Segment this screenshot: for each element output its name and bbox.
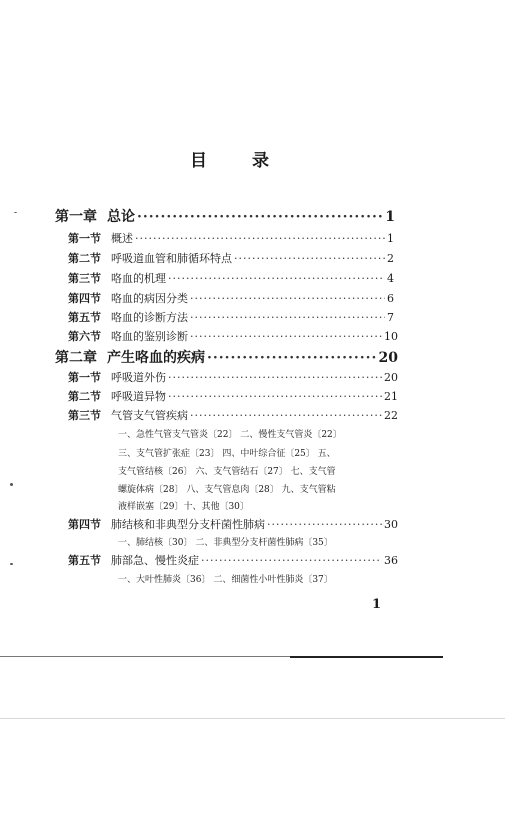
section-label: 第一节: [68, 371, 101, 384]
toc-section: [68, 388, 398, 404]
toc-chapter-1: [55, 206, 395, 226]
page-folio: 1: [372, 597, 382, 612]
page-number: 1: [385, 209, 395, 225]
page-number: 20: [384, 371, 398, 384]
toc-section: [68, 230, 394, 246]
toc-section: [68, 369, 398, 385]
section-heading: 呼吸道外伤: [111, 371, 166, 384]
toc-section: [68, 309, 394, 325]
page-number: 22: [384, 409, 398, 422]
dot-leader: [207, 350, 377, 366]
page-number: 20: [378, 350, 398, 366]
dot-leader: [168, 390, 382, 403]
scan-speck: [10, 483, 13, 486]
section-label: 第四节: [68, 518, 101, 531]
section-label: 第五节: [68, 311, 101, 324]
toc-section: [68, 250, 394, 266]
toc-chapter-2: [55, 347, 398, 367]
chapter-heading: 总论: [107, 209, 135, 225]
section-heading: 咯血的诊断方法: [111, 311, 188, 324]
chapter-label: 第一章: [55, 209, 97, 225]
title-char-2: 录: [252, 151, 270, 171]
section-label: 第三节: [68, 272, 101, 285]
page-number: 7: [387, 311, 394, 324]
toc-section: [68, 407, 398, 423]
page-number: 6: [387, 292, 394, 305]
subentry-line: 三、支气管扩张症〔23〕 四、中叶综合征〔25〕 五、: [118, 449, 336, 459]
section-heading: 肺结核和非典型分支杆菌性肺病: [111, 518, 265, 531]
toc-section: [68, 516, 398, 532]
dot-leader: [190, 292, 385, 305]
dot-leader: [137, 209, 383, 225]
dot-leader: [267, 518, 382, 531]
section-label: 第五节: [68, 554, 101, 567]
toc-section: [68, 270, 394, 286]
section-heading: 咯血的机理: [111, 272, 166, 285]
dot-leader: [168, 371, 382, 384]
page-title: [190, 146, 270, 171]
scan-rule-line: [0, 656, 290, 657]
section-heading: 肺部急、慢性炎症: [111, 554, 199, 567]
subentry-line: 支气管结核〔26〕 六、支气管结石〔27〕 七、支气管: [118, 467, 336, 477]
subentry-line: 一、急性气管支气管炎〔22〕 二、慢性支气管炎〔22〕: [118, 430, 342, 440]
subentry-line: 一、肺结核〔30〕 二、非典型分支杆菌性肺病〔35〕: [118, 538, 333, 548]
section-heading: 气管支气管疾病: [111, 409, 188, 422]
toc-section: [68, 328, 398, 344]
page-number: 10: [384, 330, 398, 343]
dot-leader: [135, 232, 385, 245]
page-edge-line: [0, 718, 505, 719]
dot-leader: [190, 311, 385, 324]
section-heading: 咯血的鉴别诊断: [111, 330, 188, 343]
page-number: 2: [387, 252, 394, 265]
dot-leader: [190, 330, 382, 343]
section-label: 第二节: [68, 252, 101, 265]
page-number: 21: [384, 390, 398, 403]
section-label: 第四节: [68, 292, 101, 305]
scan-speck: [10, 563, 13, 565]
section-label: 第三节: [68, 409, 101, 422]
section-label: 第六节: [68, 330, 101, 343]
dot-leader: [234, 252, 385, 265]
scan-speck: [14, 212, 17, 213]
chapter-label: 第二章: [55, 350, 97, 366]
subentry-line: 螺旋体病〔28〕 八、支气管息肉〔28〕 九、支气管粘: [118, 485, 336, 495]
subentry-line: 液样嵌塞〔29〕十、其他〔30〕: [118, 502, 249, 512]
section-label: 第二节: [68, 390, 101, 403]
page-number: 1: [387, 232, 394, 245]
dot-leader: [201, 554, 382, 567]
dot-leader: [168, 272, 385, 285]
section-heading: 概述: [111, 232, 133, 245]
toc-section: [68, 552, 398, 568]
section-heading: 呼吸道异物: [111, 390, 166, 403]
title-char-1: 目: [190, 151, 208, 171]
section-heading: 咯血的病因分类: [111, 292, 188, 305]
dot-leader: [190, 409, 382, 422]
scan-rule-line-bold: [290, 656, 443, 658]
chapter-heading: 产生咯血的疾病: [107, 350, 205, 366]
section-heading: 呼吸道血管和肺循环特点: [111, 252, 232, 265]
page-number: 4: [387, 272, 394, 285]
subentry-line: 一、大叶性肺炎〔36〕 二、细菌性小叶性肺炎〔37〕: [118, 575, 333, 585]
section-label: 第一节: [68, 232, 101, 245]
page-number: 30: [384, 518, 398, 531]
page-number: 36: [384, 554, 398, 567]
toc-section: [68, 290, 394, 306]
